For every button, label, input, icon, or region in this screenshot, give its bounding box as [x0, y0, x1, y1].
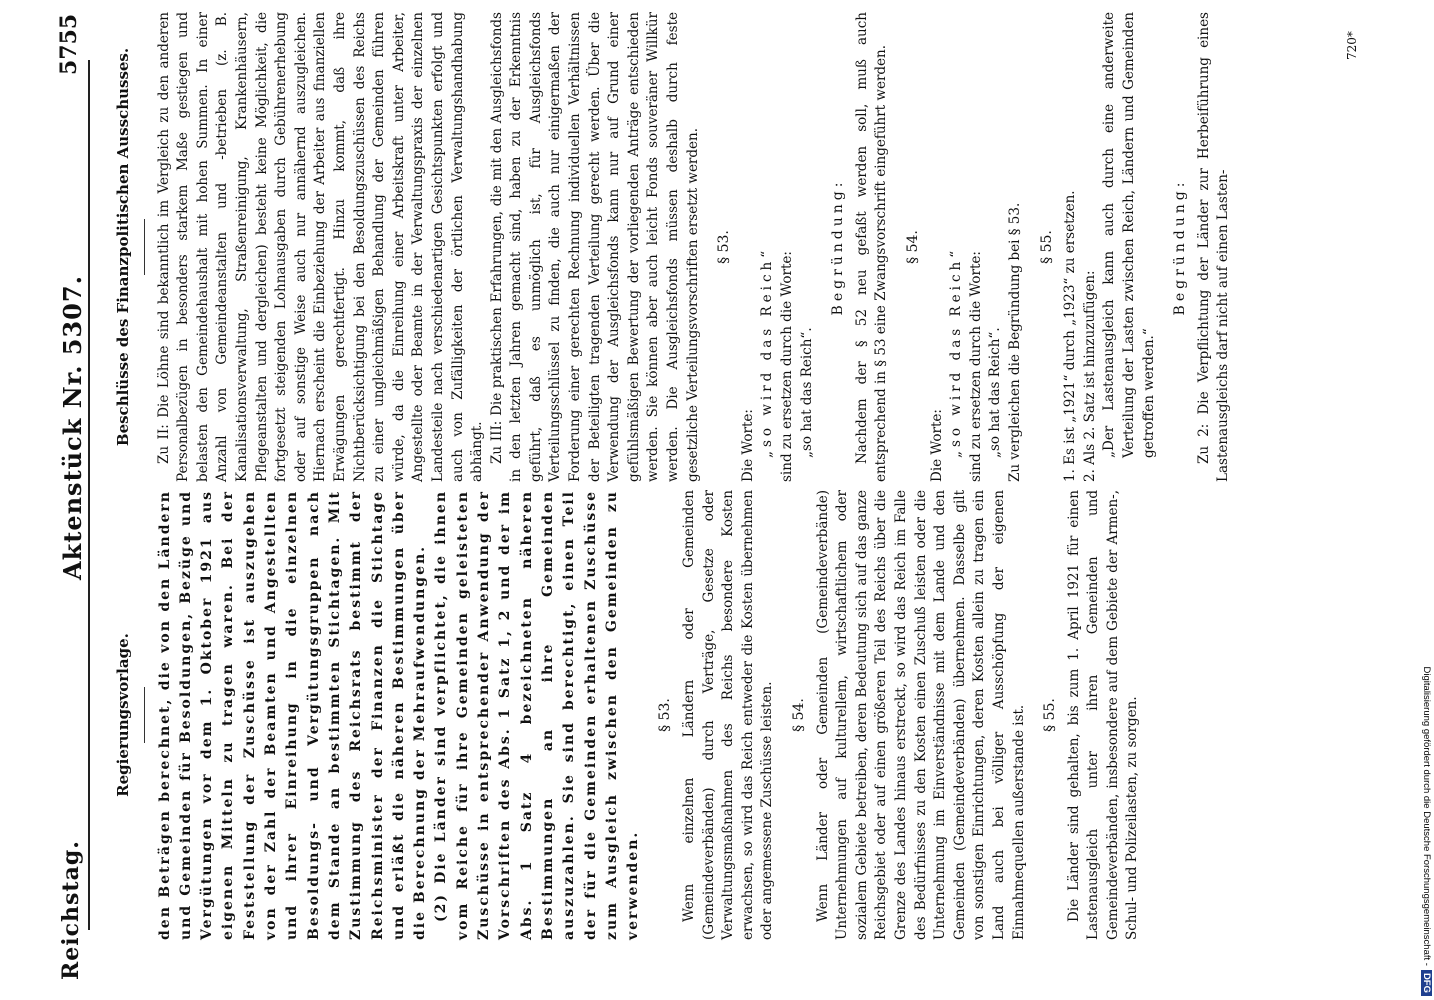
section-heading: Begründung:: [1172, 178, 1189, 316]
left-column-title: Regierungsvorlage.: [114, 633, 132, 797]
text-line: Die Worte:: [739, 409, 756, 482]
sidebar-text: [1418, 6, 1432, 996]
paragraph: Wenn Länder oder Gemeinden (Gemeindeverbände) Unternehmungen auf kulturellem, wirtschaftlichem oder sozialem Gebiete betreiben, deren Bedeutung sich auf das ganze Reichsgebiet oder auf einen größeren Teil des Reichs über die Grenze des Landes hinaus erstreckt, so wird das Reich im Falle des Bedürfnisses zu den Kosten einen Zuschuß leisten oder die Unternehmung im Einverständnisse mit dem Lande und den Gemeinden (Gemeindeverbänden) übernehmen. Dasselbe gilt von sonstigen Einrichtungen, deren Kosten allein zu tragen ein Land auch bei völliger Ausschöpfung der eigenen Einnahmequellen außerstande ist.: [814, 490, 1027, 940]
section-heading: § 55.: [1042, 698, 1059, 732]
paragraph: Nachdem der § 52 neu gefaßt werden soll, muß auch entsprechend in § 53 eine Zwangsvorschrift eingeführt werden.: [853, 12, 890, 482]
text-line: Die Worte:: [928, 409, 945, 482]
left-column: [108, 490, 1143, 940]
divider: [144, 687, 145, 743]
text-line: sind zu ersetzen durch die Worte:: [779, 251, 795, 482]
quote-line: „so wird das Reich“: [948, 246, 965, 458]
paragraph: Zu 2: Die Verpflichtung der Länder zur Herbeiführung eines Lastenausgleichs darf nicht auf einen Lasten-: [1195, 12, 1232, 482]
header-rule: [88, 60, 90, 930]
list-item: 1. Es ist „1921“ durch „1923“ zu ersetzen.: [1062, 190, 1079, 482]
quote-line: „so hat das Reich“.: [798, 327, 815, 458]
section-heading: Begründung:: [830, 178, 847, 316]
digitization-sidebar: [1418, 6, 1432, 996]
paragraph: den Beträgen berechnet, die von den Ländern und Gemeinden für Besoldungen, Bezüge und Vergütungen vor dem 1. Oktober 1921 aus eigenen Mitteln zu tragen waren. Bei der Feststellung der Zuschüsse ist auszugehen von der Zahl der Beamten und Angestellten und ihrer Einreihung in die einzelnen Besoldungs- und Vergütungsgruppen nach dem Stande an bestimmten Stichtagen. Mit Zustimmung des Reichsrats bestimmt der Reichsminister der Finanzen die Stichtage und erläßt die näheren Bestimmungen über die Berechnung der Mehraufwendungen.: [156, 490, 429, 940]
section-heading: § 55.: [1038, 230, 1055, 264]
text-line: Zu vergleichen die Begründung bei § 53.: [1006, 202, 1023, 482]
header-title: Aktenstück Nr. 5307.: [58, 275, 87, 580]
quote-line: „so wird das Reich“: [759, 246, 776, 458]
section-heading: § 53.: [716, 230, 733, 264]
section-heading: § 54.: [904, 230, 921, 264]
right-column: [108, 12, 1234, 482]
paragraph: Zu II: Die Löhne sind bekanntlich im Vergleich zu den anderen Personalbezügen in besonders starkem Maße gestiegen und belasten den Gemeindehaushalt mit hohen Summen. In einer Anzahl von Gemeindeanstalten und -betrieben (z. B. Kanalisationsverwaltung, Straßenreinigung, Krankenhäusern, Pflegeanstalten und dergleichen) besteht keine Möglichkeit, die fortgesetzt steigenden Lohnausgaben durch Gebührenerhebung oder auf sonstige Weise auch nur annähernd auszugleichen. Hiernach erscheint die Einbeziehung der Arbeiter aus finanziellen Erwägungen gerechtfertigt. Hinzu kommt, daß ihre Nichtberücksichtigung bei den Besoldungszuschüssen des Reichs zu einer ungleichmäßigen Behandlung der Gemeinden führen würde, da die Einreihung einer Arbeitskraft unter Arbeiter, Angestellte oder Beamte in der Verwaltungspraxis der einzelnen Landesteile nach verschiedenartigen Gesichtspunkten erfolgt und auch von Zufälligkeiten der örtlichen Verwaltungshandhabung abhängt.: [155, 12, 486, 482]
paragraph: Die Länder sind gehalten, bis zum 1. April 1921 für einen Lastenausgleich unter ihren Gemeinden und Gemeindeverbänden, insbesondere auf dem Gebiete der Armen-, Schul- und Polizeilasten, zu sorgen.: [1065, 490, 1141, 940]
page-number: 5755: [56, 13, 82, 75]
paragraph: Wenn einzelnen Ländern oder Gemeinden (Gemeindeverbänden) durch Verträge, Gesetze oder Verwaltungsmaßnahmen des Reichs besondere Kosten erwachsen, so wird das Reich entweder die Kosten übernehmen oder angemessene Zuschüsse leisten.: [681, 490, 776, 940]
paragraph: (2) Die Länder sind verpflichtet, die ihnen vom Reiche für ihre Gemeinden geleisteten Zuschüsse in entsprechender Anwendung der Vorschriften des Abs. 1 Satz 1, 2 und der im Abs. 1 Satz 4 bezeichneten näheren Bestimmungen an ihre Gemeinden auszuzahlen. Sie sind berechtigt, einen Teil der für die Gemeinden erhaltenen Zuschüsse zum Ausgleich zwischen den Gemeinden zu verwenden.: [433, 490, 642, 940]
right-column-title: Beschlüsse des Finanzpolitischen Ausschusses.: [114, 47, 132, 447]
quote-line: „so hat das Reich“.: [987, 327, 1004, 458]
divider: [144, 219, 145, 275]
section-heading: § 53.: [657, 698, 674, 732]
section-heading: § 54.: [790, 698, 807, 732]
text-line: sind zu ersetzen durch die Worte:: [967, 251, 984, 482]
quote-line: „Der Lastenausgleich kann auch durch eine anderweite Verteilung der Lasten zwischen Reich, Ländern und Gemeinden getroffen werden.“: [1101, 12, 1157, 458]
dfg-logo: DFG: [1421, 970, 1432, 996]
header-left: Reichstag.: [58, 840, 84, 980]
list-item: 2. Als 2. Satz ist hinzuzufügen:: [1081, 270, 1098, 482]
credit-text: Digitalisierung gefördert durch die Deutsche Forschungsgemeinschaft -: [1421, 666, 1432, 966]
footnote: 720*: [1345, 31, 1359, 60]
paragraph: Zu III: Die praktischen Erfahrungen, die mit den Ausgleichsfonds in den letzten Jahren gemacht sind, haben zu der Erkenntnis geführt, daß es unmöglich ist, für Ausgleichsfonds Verteilungsschlüssel zu finden, die auch nur einigermaßen der Forderung einer gerechten Rechnung individuellen Verhältnissen der Beteiligten tragenden Verteilung gerecht werden. Über die Verwendung der Ausgleichsfonds kann nur auf Grund einer gefühlsmäßigen Bewertung der vorliegenden Anträge entschieden werden. Sie können aber auch leicht Fonds souveräner Willkür werden. Die Ausgleichsfonds müssen deshalb durch feste gesetzliche Verteilungsvorschriften ersetzt werden.: [488, 12, 701, 482]
